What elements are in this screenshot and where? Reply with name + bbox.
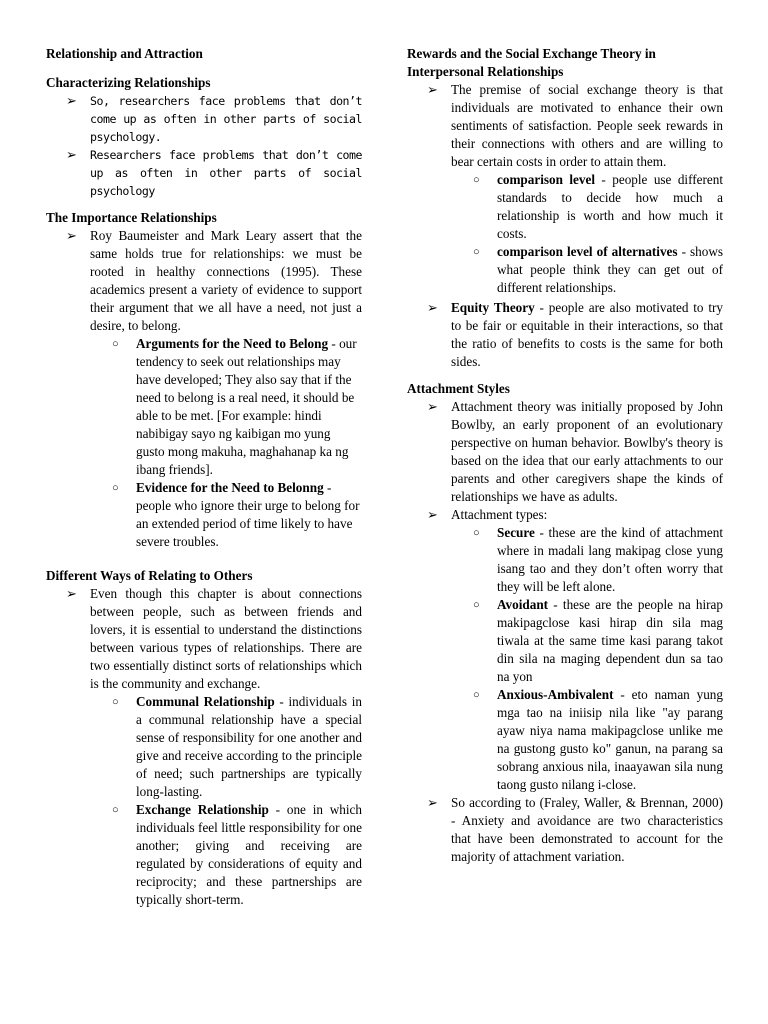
circle-bullet-icon: ○ <box>473 527 480 539</box>
sub-bullet-item: ○ Communal Relationship - individuals in a communal relationship have a special sense of responsibility for one another and give and receive according to the principle of need; such partnerships are typically long-lasting. <box>112 694 362 799</box>
sub-bullet-item: ○ comparison level of alternatives - shows what people think they can get out of different relationships. <box>473 244 723 295</box>
definition: one in which individuals feel little responsibility for one another; giving and receiving are regulated by considerations of equity and reciprocity; and these partnerships are typically short-term. <box>136 802 362 907</box>
definition: shows what people think they can get out of different relationships. <box>497 244 723 295</box>
term: Exchange Relationship <box>136 802 269 817</box>
section-heading-rewards: Rewards and the Social Exchange Theory in Interpersonal Relationships <box>407 46 656 79</box>
term: comparison level of alternatives <box>497 244 678 259</box>
bullet-item <box>407 794 723 866</box>
term: Arguments for the Need to Belong <box>136 336 329 351</box>
sub-bullet-item: ○ Secure - these are the kind of attachment where in madali lang makipag close yung isang tao and they don’t often worry that they will be left alone. <box>473 525 723 594</box>
bullet-text: Attachment types: <box>451 507 548 522</box>
arrow-bullet-icon: ➢ <box>66 147 78 162</box>
definition: our tendency to seek out relationships may have developed; They also say that if the need to belong is a real need, it should be able to be met. [For example: hindi nabibigay sayo ng kaibigan mo yung gusto mong makuha, maghahanap ka ng ibang friends]. <box>136 336 357 477</box>
definition: people are also motivated to try to be fair or equitable in their interactions, so that the ratio of benefits to costs is the same for both sides. <box>451 300 723 369</box>
bullet-text: So according to (Fraley, Waller, & Brennan, 2000) - Anxiety and avoidance are two characteristics that have been demonstrated to account for the majority of attachment variation. <box>451 795 723 864</box>
arrow-bullet-icon: ➢ <box>427 82 439 97</box>
arrow-bullet-icon: ➢ <box>66 586 78 601</box>
circle-bullet-icon: ○ <box>112 804 119 816</box>
definition: these are the people na hirap makipagclose kasi hirap din sila mag tiwala at the same time kasi parang takot din sila na maging dependent dun sa tao na yon <box>497 597 723 684</box>
bullet-text: Roy Baumeister and Mark Leary assert that the same holds true for relationships: we must be rooted in healthy connections (1995). These academics present a variety of evidence to support their argument that we all have a need, not just a desire, to belong. <box>90 228 362 333</box>
bullet-item <box>407 506 723 524</box>
section-heading-characterizing: Characterizing Relationships <box>46 75 211 90</box>
document-title: Relationship and Attraction <box>46 46 203 61</box>
bullet-item <box>407 81 723 171</box>
term: Equity Theory <box>451 300 535 315</box>
definition: individuals in a communal relationship have a special sense of responsibility for one another and give and receive according to the principle of need; such partnerships are typically long-lasting. <box>136 694 362 799</box>
bullet-text: Researchers face problems that don’t come up as often in other parts of social psychology <box>90 148 362 198</box>
circle-bullet-icon: ○ <box>112 482 119 494</box>
section-heading-ways: Different Ways of Relating to Others <box>46 568 253 583</box>
sub-bullet-item: ○ Avoidant - these are the people na hirap makipagclose kasi hirap din sila mag tiwala at the same time kasi parang takot din sila na maging dependent dun sa tao na yon <box>473 597 723 684</box>
term: Avoidant <box>497 597 549 612</box>
term: Anxious-Ambivalent <box>497 687 614 702</box>
bullet-text: Attachment theory was initially proposed by John Bowlby, an early proponent of an evolutionary perspective on human behavior. Bowlby's theory is based on the idea that our early attachments to our parents and other caregivers shape the kinds of relationships we have as adults. <box>451 399 723 504</box>
term: Evidence for the Need to Belonng <box>136 480 324 495</box>
definition: people who ignore their urge to belong for an extended period of time likely to have severe troubles. <box>136 498 360 549</box>
definition: eto naman yung mga tao na iniisip nila like "ay parang ayaw niya nama makipagclose unlike me na gustong gusto ko" ganun, na parang sa sobrang anxious nila, inaayawan sila nung taong gusto nilang i-close. <box>497 687 723 792</box>
sub-bullet-item: ○ Anxious-Ambivalent - eto naman yung mga tao na iniisip nila like "ay parang ayaw niya nama makipagclose unlike me na gustong gusto ko" ganun, na parang sa sobrang anxious nila, inaayawan sila nung taong gusto nilang i-close. <box>473 687 723 792</box>
sub-bullet-item: ○ comparison level - people use different standards to decide how much a relationship is worth and how much it costs. <box>473 172 723 241</box>
term: comparison level <box>497 172 595 187</box>
arrow-bullet-icon: ➢ <box>66 93 78 108</box>
bullet-item <box>46 585 362 693</box>
circle-bullet-icon: ○ <box>473 599 480 611</box>
left-column <box>46 45 362 909</box>
section-heading-importance: The Importance Relationships <box>46 210 217 225</box>
arrow-bullet-icon: ➢ <box>66 228 78 243</box>
circle-bullet-icon: ○ <box>473 689 480 701</box>
term: Secure <box>497 525 535 540</box>
bullet-item <box>46 146 362 200</box>
bullet-item <box>407 398 723 506</box>
circle-bullet-icon: ○ <box>473 174 480 186</box>
arrow-bullet-icon: ➢ <box>427 507 439 522</box>
definition: these are the kind of attachment where in madali lang makipag close yung isang tao and they don’t often worry that they will be left alone. <box>497 525 723 594</box>
bullet-text: The premise of social exchange theory is that individuals are motivated to enhance their own sentiments of satisfaction. People seek rewards in their connections with others and are willing to bear certain costs in order to attain them. <box>451 82 723 169</box>
arrow-bullet-icon: ➢ <box>427 795 439 810</box>
circle-bullet-icon: ○ <box>473 246 480 258</box>
right-column <box>407 45 723 866</box>
term: Communal Relationship <box>136 694 275 709</box>
arrow-bullet-icon: ➢ <box>427 300 439 315</box>
bullet-text: Even though this chapter is about connections between people, such as between friends and lovers, it is essential to understand the distinctions between various types of relationships. There are two essentially distinct sorts of relationships which is the community and exchange. <box>90 586 362 691</box>
arrow-bullet-icon: ➢ <box>427 399 439 414</box>
circle-bullet-icon: ○ <box>112 696 119 708</box>
sub-bullet-item: ○ Evidence for the Need to Belonng - people who ignore their urge to belong for an extended period of time likely to have severe troubles. <box>112 480 360 549</box>
bullet-text: So, researchers face problems that don’t come up as often in other parts of social psychology. <box>90 94 362 144</box>
circle-bullet-icon: ○ <box>112 338 119 350</box>
sub-bullet-item: ○ Arguments for the Need to Belong - our tendency to seek out relationships may have developed; They also say that if the need to belong is a real need, it should be able to be met. [For example: hindi nabibigay sayo ng kaibigan mo yung gusto mong makuha, maghahanap ka ng ibang friends]. <box>112 336 357 477</box>
sub-bullet-item: ○ Exchange Relationship - one in which individuals feel little responsibility for one another; giving and receiving are regulated by considerations of equity and reciprocity; and these partnerships are typically short-term. <box>112 802 362 907</box>
bullet-item: ➢ Equity Theory - people are also motivated to try to be fair or equitable in their interactions, so that the ratio of benefits to costs is the same for both sides. <box>427 300 723 369</box>
section-heading-attachment: Attachment Styles <box>407 381 510 396</box>
bullet-item <box>46 92 362 146</box>
definition: people use different standards to decide how much a relationship is worth and how much it costs. <box>497 172 723 241</box>
bullet-item <box>46 227 362 335</box>
